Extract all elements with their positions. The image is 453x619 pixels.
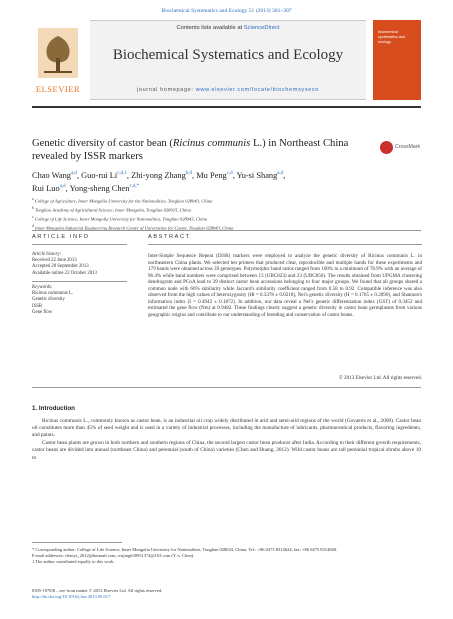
elsevier-logo[interactable] xyxy=(32,20,84,100)
accepted-date: Accepted 28 September 2013 xyxy=(32,264,89,270)
author: Yu-si Shang xyxy=(236,170,278,180)
affiliation-list xyxy=(32,196,412,232)
email-note[interactable]: E-mail addresses: chenys_2012@hotmail.com, wujing630951374@163.com (Y.-s. Chen). xyxy=(32,553,195,559)
footnotes xyxy=(32,547,421,566)
journal-masthead xyxy=(32,20,421,100)
affiliation-marker: a xyxy=(32,197,34,201)
doi-link[interactable]: http://dx.doi.org/10.1016/j.bse.2013.09.017 xyxy=(32,594,111,600)
abstract-copyright: © 2013 Elsevier Ltd. All rights reserved. xyxy=(338,375,422,381)
abstract-bottom-rule xyxy=(32,387,421,388)
intro-paragraph: Castor bean plants are grown in both northern and southern regions of China, the second largest castor bean producer after India. According to their different growth requirements, castor beans are divided into annual (northeast China) and perennial (south of China) varieties (Chen and Huang, 2012). Wild castor beans are tall perennial tropical shrubs above 10 m xyxy=(32,440,421,461)
author: Yong-sheng Chen xyxy=(69,184,130,194)
affiliation-item xyxy=(32,196,412,205)
journal-homepage xyxy=(90,87,366,93)
elsevier-tree-icon xyxy=(38,28,78,78)
author-list: Chao Wang$^{a,d}$, Guo-rui Li$^{c,d,1}$, Zhi-yong Zhang$^{b,d}$, Mu Peng$^{c,d}$, Yu-si Shang$^{a,d}$, Rui Luo$^{a,d}$, Yong-sheng Chen$^{c,d,*}$ xyxy=(32,170,286,194)
author-affiliation-marker[interactable]: c,d,1 xyxy=(117,171,127,176)
affiliation-item xyxy=(32,205,412,214)
article-info-heading: ARTICLE INFO xyxy=(32,234,90,240)
info-column-rule xyxy=(32,244,127,245)
cover-title: biochemical systematics and ecology xyxy=(378,30,406,44)
corresponding-author-note: * Corresponding author. College of Life Science, Inner Mongolia University for Nationalities, Tongliao 028043, China. Tel.: +86 0475 8314624; fax: +86 0475 8314668. xyxy=(32,547,338,552)
title-part-1: Genetic diversity of castor bean ( xyxy=(32,138,173,149)
author-affiliation-marker[interactable]: a,d xyxy=(59,184,66,190)
received-date: Received 22 June 2013 xyxy=(32,258,77,264)
crossmark-button[interactable] xyxy=(380,140,420,156)
contents-line xyxy=(90,25,366,31)
abstract-column-rule xyxy=(148,244,422,245)
journal-citation[interactable]: Biochemical Systematics and Ecology 51 (2013) 301–307 xyxy=(161,8,292,14)
equal-contribution-note: 1 The author contributed equally to this work. xyxy=(32,559,115,565)
introduction-body xyxy=(32,418,421,462)
keyword-item: ISSR xyxy=(32,303,43,309)
homepage-link[interactable]: www.elsevier.com/locate/biochemsyseco xyxy=(195,87,319,93)
crossmark-label: CrossMark xyxy=(395,144,421,150)
crossmark-icon xyxy=(380,141,393,154)
author-affiliation-marker[interactable]: c,d xyxy=(226,171,233,176)
author-affiliation-marker[interactable]: b,d xyxy=(185,171,193,176)
masthead-divider xyxy=(32,106,421,108)
abstract-heading: ABSTRACT xyxy=(148,234,191,240)
keywords-rule xyxy=(32,281,127,282)
author-affiliation-marker[interactable]: a,d xyxy=(277,171,284,176)
author-affiliation-marker[interactable]: c,d,* xyxy=(129,184,140,190)
affiliation-marker: b xyxy=(32,205,34,210)
intro-paragraph: Ricinus communis L., commonly known as castor bean, is an industrial oil crop widely distributed in arid and semi-arid regions of the world (Govaerts et al., 2000). Castor bean oil constitutes more than 45% of seed weight and is used in a variety of industrial processes, including the manufacture of lubricants, pharmaceutical products, flavoring ingredients, and paints. xyxy=(32,418,421,439)
author: Rui Luo xyxy=(32,184,60,194)
publication-meta xyxy=(32,588,421,600)
author: Guo-rui Li xyxy=(81,170,118,180)
online-date: Available online 22 October 2013 xyxy=(32,270,97,276)
keyword-item: Genetic diversity xyxy=(32,297,65,303)
history-label: Article history: xyxy=(32,252,62,257)
affiliation-text: College of Agriculture, Inner Mongolia University for the Nationalities, Tongliao 028043, China xyxy=(34,198,213,204)
masthead-banner xyxy=(90,20,366,100)
info-top-rule xyxy=(32,230,421,231)
issn-line: 0305-1978/$ – see front matter © 2013 Elsevier Ltd. All rights reserved. xyxy=(32,588,163,593)
homepage-prefix: journal homepage: xyxy=(137,87,196,93)
keyword-item: Ricinus communis L. xyxy=(32,291,74,297)
affiliation-marker: d xyxy=(32,223,34,228)
keyword-item: Gene flow xyxy=(32,309,53,315)
affiliation-text: College of Life Science, Inner Mongolia University for Nationalities, Tongliao 028043, China xyxy=(34,216,208,222)
journal-title: Biochemical Systematics and Ecology xyxy=(112,47,344,63)
affiliation-item xyxy=(32,214,412,223)
introduction-heading: 1. Introduction xyxy=(32,405,75,412)
sciencedirect-link[interactable]: ScienceDirect xyxy=(243,25,280,31)
contents-prefix: Contents lists available at xyxy=(176,25,244,31)
affiliation-marker: c xyxy=(32,214,34,219)
keywords-label: Keywords: xyxy=(32,285,53,290)
article-title xyxy=(32,137,352,163)
journal-cover-thumbnail[interactable] xyxy=(373,20,421,100)
author-affiliation-marker[interactable]: a,d xyxy=(70,171,77,176)
footnote-rule xyxy=(32,542,122,543)
keywords-block xyxy=(32,285,127,316)
article-history xyxy=(32,252,127,277)
author: Zhi-yong Zhang xyxy=(131,170,186,180)
affiliation-text: Tongliao Academy of Agricultural Science, Inner Mongolia, Tongliao 028015, China xyxy=(34,207,191,213)
abstract-text: Inter-Simple Sequence Repeat (ISSR) markers were employed to analyze the genetic diversity of Ricinus communis L. in northeastern China plants. We selected ten primers that produced clear, reproducible and multiple bands for these experiments and 179 bands were obtained across 39 genotypes. Polymorphic band ratios ranged from 100% to a minimum of 78.9% with an average of 96.4% while band numbers were comprised between 13 (UBC823) and 23 (UBC856). The results obtained from UPGMA clustering dendrogram and PCoA lead to 39 distinct castor bean accessions belonging to four major groups. We found that all groups shared a common node with 66% similarity while Jaccard's similarity coefficient ranged from 0.58 to 0.92. Compatible inference was also observed from the high values of heterozygosity (Ht = 0.3378 ± 0.0218), Nei's genetic diversity (H = 0.1765 ± 0.2090), and Shannon's information index (I = 0.4942 ± 0.1872). In addition, our data reveal a Nei's genetic differentiation index (GST) of 0.3452 and estimated the gene flow (Nm) at 0.9482. These findings clearly suggest a genetic diversity in castor bean germplasms from various geographic origins and contribute to our understanding of breeding and conservation of castor beans. xyxy=(148,253,423,318)
publisher-name: ELSEVIER xyxy=(35,84,81,94)
author: Mu Peng xyxy=(196,170,227,180)
affiliation-text: Inner Mongolia Industrial Engineering Research Center of Universities for Castor, Tongliao 028043, China xyxy=(34,225,234,231)
author: Chao Wang xyxy=(32,170,71,180)
title-part-2: L.) in Northeast China revealed by ISSR markers xyxy=(32,138,349,162)
title-species: Ricinus communis xyxy=(172,138,251,149)
